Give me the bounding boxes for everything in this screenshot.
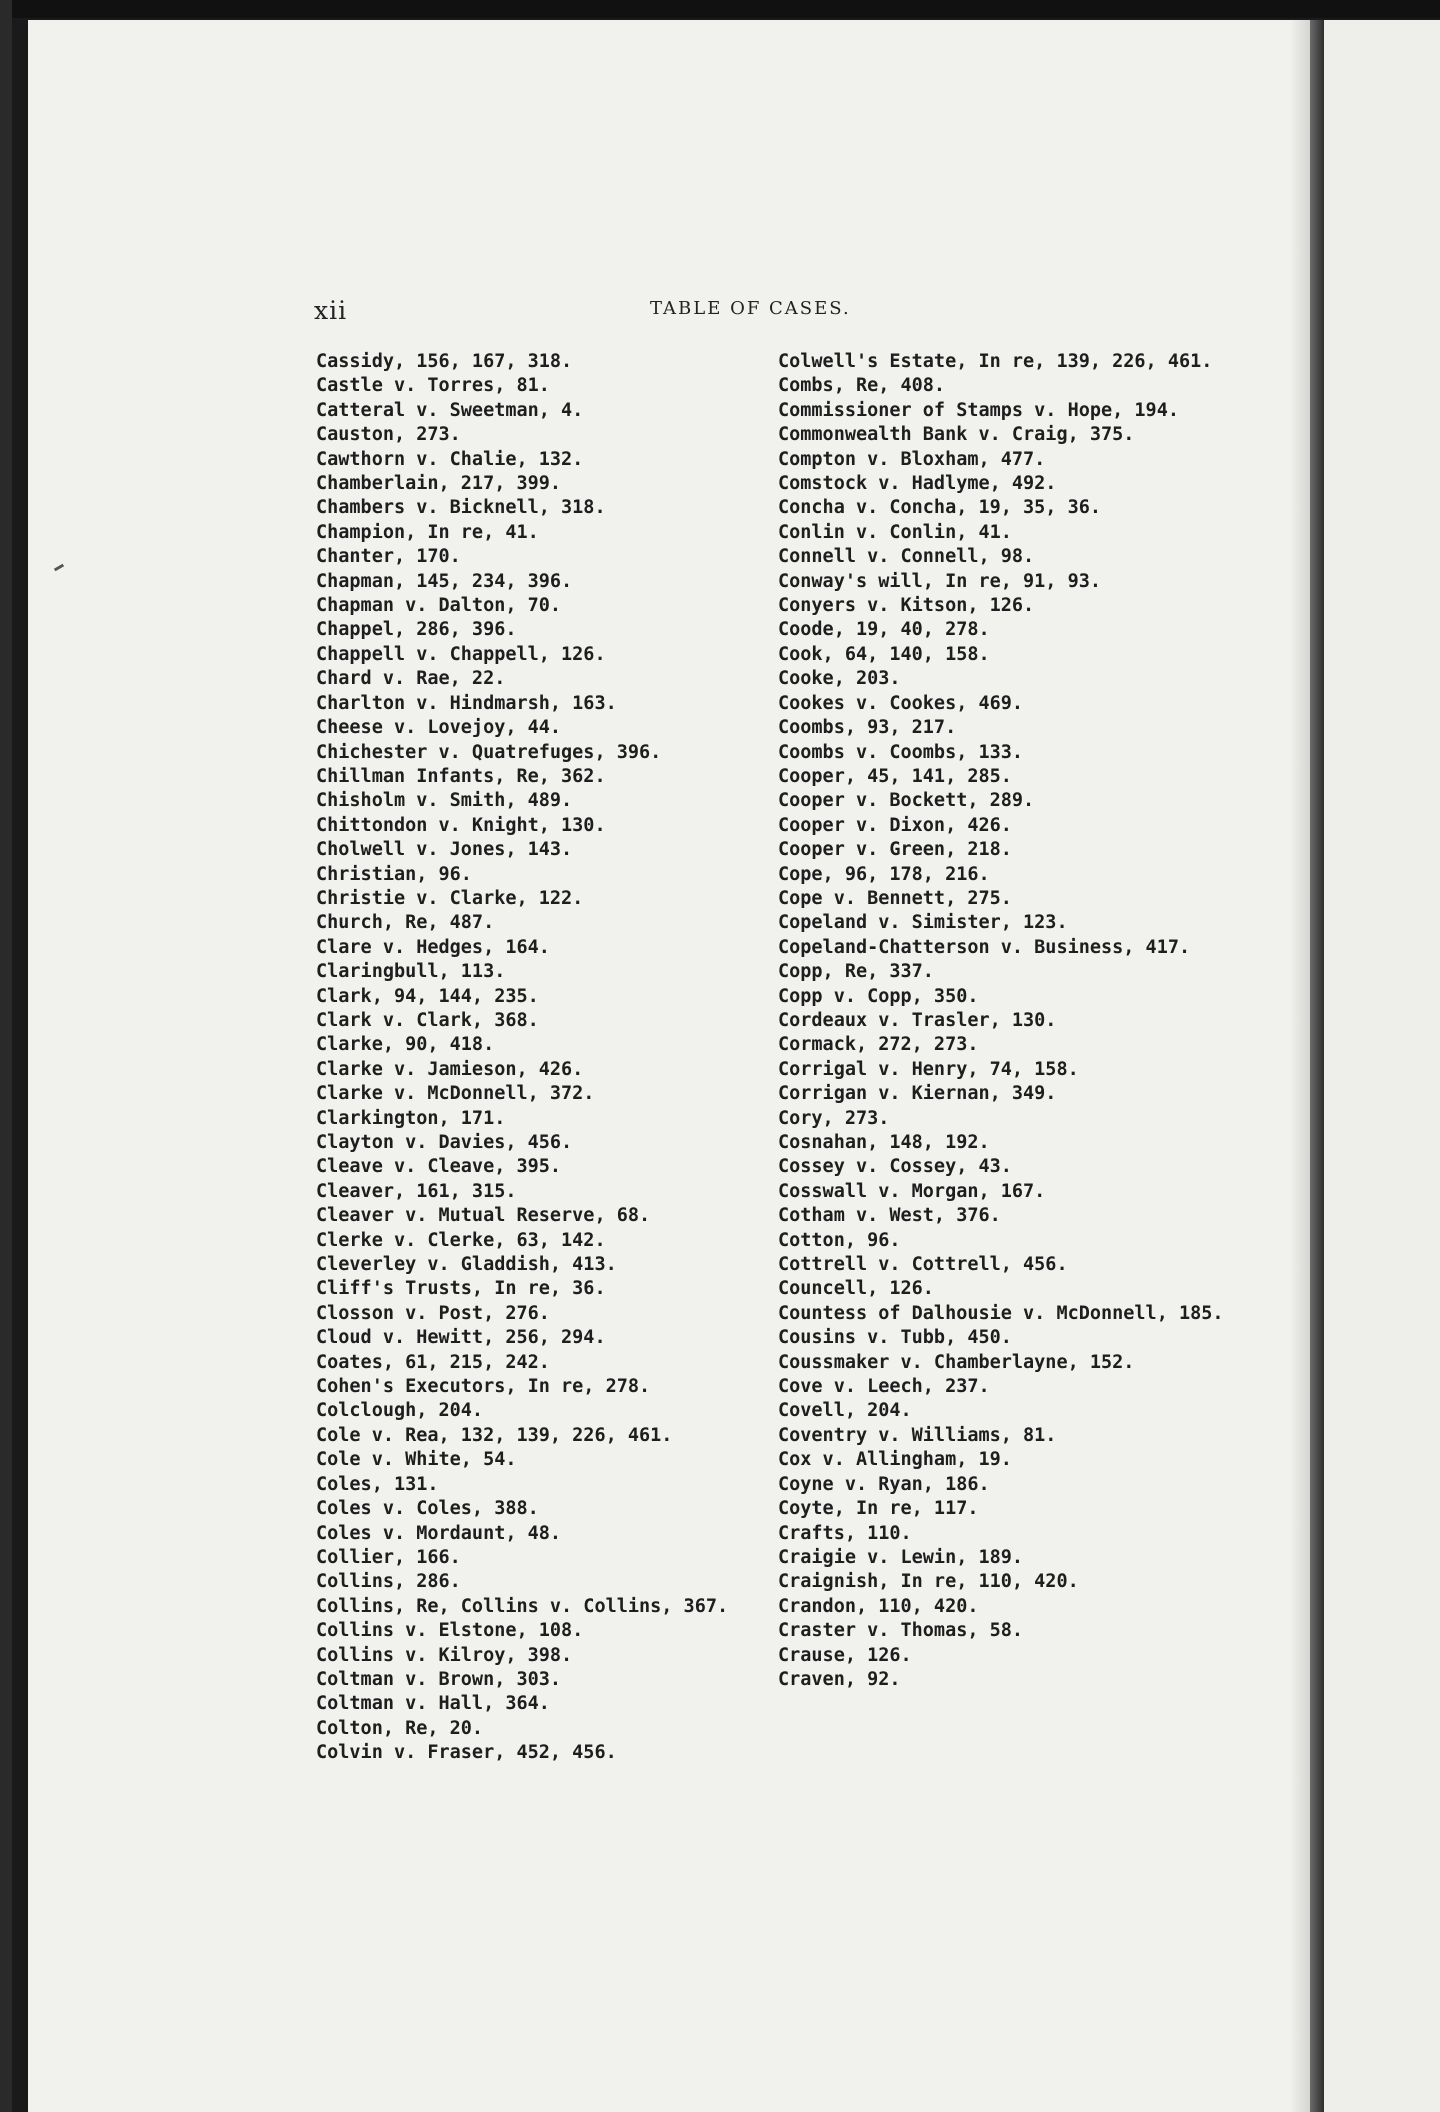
case-entry: Covell, 204. bbox=[778, 1400, 912, 1422]
case-entry: Chillman Infants, Re, 362. bbox=[316, 765, 606, 787]
case-entry: Chapman, 145, 234, 396. bbox=[316, 570, 573, 592]
case-entry: Causton, 273. bbox=[316, 424, 461, 446]
case-entry: Coles v. Coles, 388. bbox=[316, 1498, 539, 1520]
case-entry: Clayton v. Davies, 456. bbox=[316, 1132, 573, 1153]
page-edge-shadow bbox=[1290, 20, 1310, 2112]
case-entry: Clare v. Hedges, 164. bbox=[316, 936, 550, 958]
case-entry: Coventry v. Williams, 81. bbox=[778, 1424, 1057, 1446]
case-entry: Craven, 92. bbox=[778, 1668, 901, 1690]
case-entry: Chappel, 286, 396. bbox=[316, 619, 517, 641]
case-entry: Clarke, 90, 418. bbox=[316, 1034, 495, 1056]
case-entry: Church, Re, 487. bbox=[316, 912, 495, 934]
case-entry: Cookes v. Cookes, 469. bbox=[778, 692, 1024, 714]
case-entry: Councell, 126. bbox=[778, 1278, 934, 1300]
case-entry: Cooper v. Dixon, 426. bbox=[778, 814, 1012, 836]
case-entry: Christian, 96. bbox=[316, 863, 472, 885]
case-entry: Cassidy, 156, 167, 318. bbox=[316, 351, 573, 372]
case-entry: Cook, 64, 140, 158. bbox=[778, 643, 990, 665]
case-entry: Closson v. Post, 276. bbox=[316, 1302, 550, 1324]
case-entry: Coode, 19, 40, 278. bbox=[778, 619, 990, 641]
scan-left-border bbox=[0, 0, 12, 2112]
case-entry: Colwell's Estate, In re, 139, 226, 461. bbox=[778, 351, 1213, 372]
case-entry: Crandon, 110, 420. bbox=[778, 1595, 979, 1617]
case-entry: Coates, 61, 215, 242. bbox=[316, 1351, 550, 1373]
case-entry: Conlin v. Conlin, 41. bbox=[778, 521, 1012, 543]
case-entry: Corrigan v. Kiernan, 349. bbox=[778, 1083, 1057, 1105]
case-entry: Chamberlain, 217, 399. bbox=[316, 473, 562, 495]
case-entry: Collier, 166. bbox=[316, 1546, 461, 1568]
case-entry: Chichester v. Quatrefuges, 396. bbox=[316, 741, 662, 763]
case-entry: Clark, 94, 144, 235. bbox=[316, 985, 539, 1007]
case-entry: Castle v. Torres, 81. bbox=[316, 375, 550, 397]
case-entry: Cooke, 203. bbox=[778, 668, 901, 690]
case-entry: Cormack, 272, 273. bbox=[778, 1034, 979, 1056]
case-entry: Cawthorn v. Chalie, 132. bbox=[316, 448, 584, 470]
case-entry: Chanter, 170. bbox=[316, 546, 461, 568]
case-entry: Corrigal v. Henry, 74, 158. bbox=[778, 1058, 1079, 1080]
case-entry: Coyte, In re, 117. bbox=[778, 1498, 979, 1520]
case-entry: Clarke v. McDonnell, 372. bbox=[316, 1083, 595, 1105]
case-entry: Coles v. Mordaunt, 48. bbox=[316, 1522, 562, 1544]
book-gutter bbox=[1310, 20, 1324, 2112]
case-entry: Craigie v. Lewin, 189. bbox=[778, 1546, 1024, 1568]
case-entry: Concha v. Concha, 19, 35, 36. bbox=[778, 497, 1102, 519]
running-head: TABLE OF CASES. bbox=[650, 298, 851, 319]
case-entry: Cleaver v. Mutual Reserve, 68. bbox=[316, 1205, 651, 1227]
case-entry: Copeland-Chatterson v. Business, 417. bbox=[778, 936, 1191, 958]
case-entry: Cliff's Trusts, In re, 36. bbox=[316, 1278, 606, 1300]
case-entry: Charlton v. Hindmarsh, 163. bbox=[316, 692, 617, 714]
case-entry: Cope, 96, 178, 216. bbox=[778, 863, 990, 885]
case-entry: Comstock v. Hadlyme, 492. bbox=[778, 473, 1057, 495]
case-entry: Cotham v. West, 376. bbox=[778, 1205, 1001, 1227]
case-entry: Conyers v. Kitson, 126. bbox=[778, 595, 1035, 617]
facing-page-edge bbox=[1324, 20, 1440, 2112]
case-entry: Claringbull, 113. bbox=[316, 961, 506, 983]
scan-top-border bbox=[0, 0, 1440, 18]
case-entry: Craignish, In re, 110, 420. bbox=[778, 1571, 1079, 1593]
case-entry: Cordeaux v. Trasler, 130. bbox=[778, 1009, 1057, 1031]
case-entry: Connell v. Connell, 98. bbox=[778, 546, 1035, 568]
case-entry: Cox v. Allingham, 19. bbox=[778, 1449, 1012, 1471]
case-entry: Coltman v. Brown, 303. bbox=[316, 1668, 562, 1690]
case-entry: Cleverley v. Gladdish, 413. bbox=[316, 1254, 617, 1276]
case-entry: Cove v. Leech, 237. bbox=[778, 1376, 990, 1398]
case-entry: Countess of Dalhousie v. McDonnell, 185. bbox=[778, 1302, 1224, 1324]
case-entry: Chapman v. Dalton, 70. bbox=[316, 595, 562, 617]
case-entry: Chisholm v. Smith, 489. bbox=[316, 790, 573, 812]
case-entry: Cosnahan, 148, 192. bbox=[778, 1132, 990, 1153]
case-entry: Collins, 286. bbox=[316, 1571, 461, 1593]
case-entry: Crafts, 110. bbox=[778, 1522, 912, 1544]
case-entry: Cottrell v. Cottrell, 456. bbox=[778, 1254, 1068, 1276]
case-entry: Catteral v. Sweetman, 4. bbox=[316, 399, 584, 421]
case-entry: Colton, Re, 20. bbox=[316, 1717, 484, 1739]
case-entry: Cloud v. Hewitt, 256, 294. bbox=[316, 1327, 606, 1349]
case-entry: Cooper v. Bockett, 289. bbox=[778, 790, 1035, 812]
case-entry: Combs, Re, 408. bbox=[778, 375, 946, 397]
case-entry: Cosswall v. Morgan, 167. bbox=[778, 1180, 1046, 1202]
case-entry: Copp, Re, 337. bbox=[778, 961, 934, 983]
right-column-entries bbox=[778, 350, 1238, 1692]
case-entry: Chard v. Rae, 22. bbox=[316, 668, 506, 690]
case-entry: Cohen's Executors, In re, 278. bbox=[316, 1376, 651, 1398]
case-entry: Collins v. Kilroy, 398. bbox=[316, 1644, 573, 1666]
case-entry: Cheese v. Lovejoy, 44. bbox=[316, 717, 562, 739]
case-entry: Clark v. Clark, 368. bbox=[316, 1009, 539, 1031]
case-entry: Cooper v. Green, 218. bbox=[778, 839, 1012, 861]
case-entry: Copp v. Copp, 350. bbox=[778, 985, 979, 1007]
case-entry: Chambers v. Bicknell, 318. bbox=[316, 497, 606, 519]
case-entry: Cooper, 45, 141, 285. bbox=[778, 765, 1012, 787]
case-entry: Cossey v. Cossey, 43. bbox=[778, 1156, 1012, 1178]
case-entry: Commonwealth Bank v. Craig, 375. bbox=[778, 424, 1135, 446]
case-entry: Collins v. Elstone, 108. bbox=[316, 1620, 584, 1642]
case-entry: Champion, In re, 41. bbox=[316, 521, 539, 543]
case-entry: Cole v. White, 54. bbox=[316, 1449, 517, 1471]
case-entry: Coles, 131. bbox=[316, 1473, 439, 1495]
left-column-entries bbox=[316, 350, 756, 1766]
case-entry: Chappell v. Chappell, 126. bbox=[316, 643, 606, 665]
case-entry: Cope v. Bennett, 275. bbox=[778, 887, 1012, 909]
case-entry: Coombs, 93, 217. bbox=[778, 717, 957, 739]
case-entry: Coussmaker v. Chamberlayne, 152. bbox=[778, 1351, 1135, 1373]
case-entry: Coyne v. Ryan, 186. bbox=[778, 1473, 990, 1495]
case-entry: Christie v. Clarke, 122. bbox=[316, 887, 584, 909]
case-entry: Cotton, 96. bbox=[778, 1229, 901, 1251]
case-entry: Coombs v. Coombs, 133. bbox=[778, 741, 1024, 763]
case-entry: Cousins v. Tubb, 450. bbox=[778, 1327, 1012, 1349]
case-entry: Chittondon v. Knight, 130. bbox=[316, 814, 606, 836]
case-entry: Collins, Re, Collins v. Collins, 367. bbox=[316, 1595, 729, 1617]
case-entry: Clerke v. Clerke, 63, 142. bbox=[316, 1229, 606, 1251]
case-entry: Colclough, 204. bbox=[316, 1400, 484, 1422]
case-entry: Cholwell v. Jones, 143. bbox=[316, 839, 573, 861]
case-entry: Cole v. Rea, 132, 139, 226, 461. bbox=[316, 1424, 673, 1446]
case-entry: Colvin v. Fraser, 452, 456. bbox=[316, 1742, 617, 1764]
case-entry: Clarkington, 171. bbox=[316, 1107, 506, 1129]
case-entry: Copeland v. Simister, 123. bbox=[778, 912, 1068, 934]
case-entry: Clarke v. Jamieson, 426. bbox=[316, 1058, 584, 1080]
case-entry: Cleaver, 161, 315. bbox=[316, 1180, 517, 1202]
case-entry: Cory, 273. bbox=[778, 1107, 890, 1129]
case-entry: Crause, 126. bbox=[778, 1644, 912, 1666]
case-entry: Cleave v. Cleave, 395. bbox=[316, 1156, 562, 1178]
case-entry: Compton v. Bloxham, 477. bbox=[778, 448, 1046, 470]
case-entry: Coltman v. Hall, 364. bbox=[316, 1693, 550, 1715]
case-entry: Conway's will, In re, 91, 93. bbox=[778, 570, 1102, 592]
page-number: xii bbox=[314, 296, 348, 325]
case-entry: Craster v. Thomas, 58. bbox=[778, 1620, 1024, 1642]
case-entry: Commissioner of Stamps v. Hope, 194. bbox=[778, 399, 1179, 421]
